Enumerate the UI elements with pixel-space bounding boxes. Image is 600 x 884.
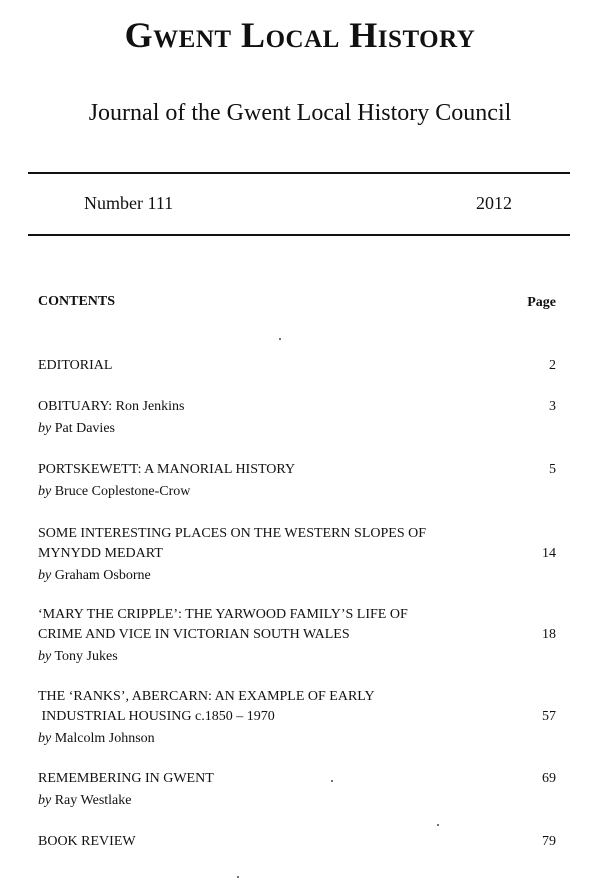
entry-title-line-1: ‘MARY THE CRIPPLE’: THE YARWOOD FAMILY’S LIFE OF: [38, 607, 408, 622]
by-label: by: [38, 484, 52, 499]
entry-title-line-2: MYNYDD MEDART: [38, 546, 163, 561]
contents-entry-editorial: [38, 356, 556, 376]
entry-author: [38, 566, 556, 586]
entry-author: [38, 482, 556, 502]
author-name: Malcolm Johnson: [54, 731, 155, 746]
entry-author: [38, 729, 556, 749]
entry-page-number: 79: [542, 834, 556, 849]
scan-speck: [437, 824, 439, 826]
entry-title: EDITORIAL: [38, 358, 113, 373]
bottom-rule: [28, 234, 570, 236]
entry-title-line-2: INDUSTRIAL HOUSING c.1850 – 1970: [38, 709, 275, 724]
entry-title: PORTSKEWETT: A MANORIAL HISTORY: [38, 462, 296, 477]
by-label: by: [38, 793, 52, 808]
contents-entry-the-ranks: [38, 687, 556, 749]
author-name: Tony Jukes: [54, 649, 118, 664]
entry-page-number: 57: [542, 709, 556, 724]
entry-title-line-1: THE ‘RANKS’, ABERCARN: AN EXAMPLE OF EARLY: [38, 689, 375, 704]
top-rule: [28, 172, 570, 174]
by-label: by: [38, 421, 52, 436]
entry-page-number: 5: [549, 462, 556, 477]
entry-page-number: 69: [542, 771, 556, 786]
scan-speck: [237, 876, 239, 878]
entry-title-line-1: SOME INTERESTING PLACES ON THE WESTERN SLOPES OF: [38, 526, 427, 541]
journal-title: Gwent Local History: [124, 15, 476, 55]
scan-speck: [279, 338, 281, 340]
contents-entry-portskewett: [38, 460, 556, 502]
contents-heading: CONTENTS: [38, 294, 116, 309]
entry-author: [38, 791, 556, 811]
author-name: Pat Davies: [54, 421, 115, 436]
entry-page-number: 3: [549, 399, 556, 414]
entry-title: REMEMBERING IN GWENT: [38, 771, 214, 786]
author-name: Bruce Coplestone-Crow: [54, 484, 191, 499]
contents-entry-remembering-in-gwent: [38, 769, 556, 811]
entry-page-number: 18: [542, 627, 556, 642]
by-label: by: [38, 568, 52, 583]
entry-page-number: 2: [549, 358, 556, 373]
contents-entry-mynydd-medart: [38, 524, 556, 586]
page-column-heading: Page: [527, 295, 556, 310]
by-label: by: [38, 731, 52, 746]
by-label: by: [38, 649, 52, 664]
entry-page-number: 14: [542, 546, 556, 561]
scan-speck: [331, 780, 333, 782]
author-name: Graham Osborne: [54, 568, 151, 583]
contents-entry-obituary: [38, 397, 556, 439]
entry-title: OBITUARY: Ron Jenkins: [38, 399, 185, 414]
author-name: Ray Westlake: [54, 793, 132, 808]
journal-subtitle: Journal of the Gwent Local History Council: [88, 100, 512, 126]
contents-entry-mary-the-cripple: [38, 605, 556, 667]
issue-year: 2012: [476, 193, 512, 213]
contents-entry-book-review: [38, 832, 556, 852]
entry-author: [38, 647, 556, 667]
entry-title-line-2: CRIME AND VICE IN VICTORIAN SOUTH WALES: [38, 627, 350, 642]
entry-author: [38, 419, 556, 439]
entry-title: BOOK REVIEW: [38, 834, 136, 849]
issue-number: Number 111: [84, 193, 174, 213]
